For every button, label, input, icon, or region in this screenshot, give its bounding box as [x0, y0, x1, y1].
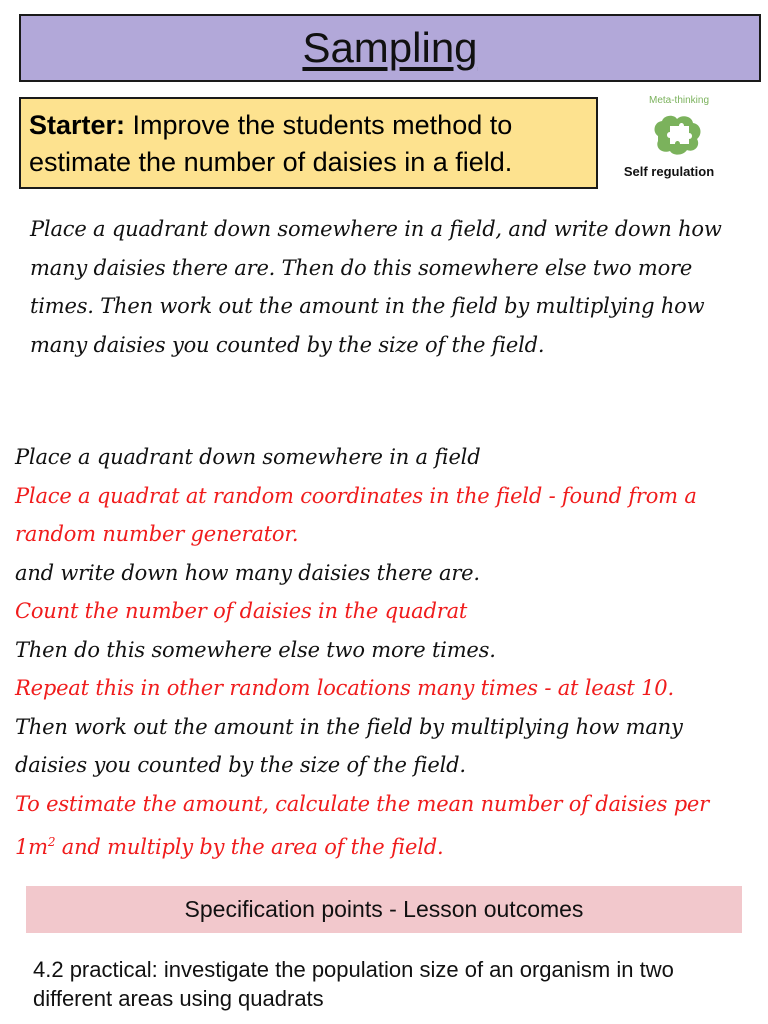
correction-line: Repeat this in other random locations many times - at least 10.	[15, 676, 674, 700]
improved-method	[15, 438, 755, 867]
specification-heading-bar	[26, 886, 742, 933]
self-regulation-label: Self regulation	[623, 164, 715, 179]
correction-text-before: To estimate the amount, calculate the mean number of daisies per 1m	[15, 791, 710, 859]
correction-line: Count the number of daisies in the quadrat	[15, 599, 468, 623]
correction-line: Place a quadrat at random coordinates in the field - found from a random number generator.	[15, 483, 697, 546]
method-line: Then do this somewhere else two more times.	[15, 637, 496, 662]
title-banner	[19, 14, 761, 82]
student-method-text: Place a quadrant down somewhere in a field, and write down how many daisies there are. Then do this somewhere else two more times. Then work out the amount in the field by multiplying how many daisies you counted by the size of the field.	[30, 217, 722, 357]
correction-line	[15, 785, 755, 867]
superscript-two: 2	[47, 835, 56, 849]
starter-text: Improve the students method to estimate the number of daisies in a field.	[29, 110, 513, 177]
specification-heading: Specification points - Lesson outcomes	[184, 896, 584, 922]
method-line: Place a quadrant down somewhere in a field	[15, 445, 481, 469]
meta-thinking-label: Meta-thinking	[648, 95, 710, 106]
brain-puzzle-icon	[648, 112, 704, 158]
page-title: Sampling	[302, 24, 478, 71]
meta-thinking-badge	[612, 92, 742, 184]
specification-point: 4.2 practical: investigate the population size of an organism in two different areas using quadrats	[33, 957, 674, 1011]
method-line: Then work out the amount in the field by multiplying how many daisies you counted by the size of the field.	[15, 714, 683, 777]
starter-box	[19, 97, 598, 189]
starter-label: Starter:	[29, 110, 126, 140]
method-line: and write down how many daisies there are.	[15, 560, 480, 585]
correction-text-after: and multiply by the area of the field.	[55, 835, 444, 859]
